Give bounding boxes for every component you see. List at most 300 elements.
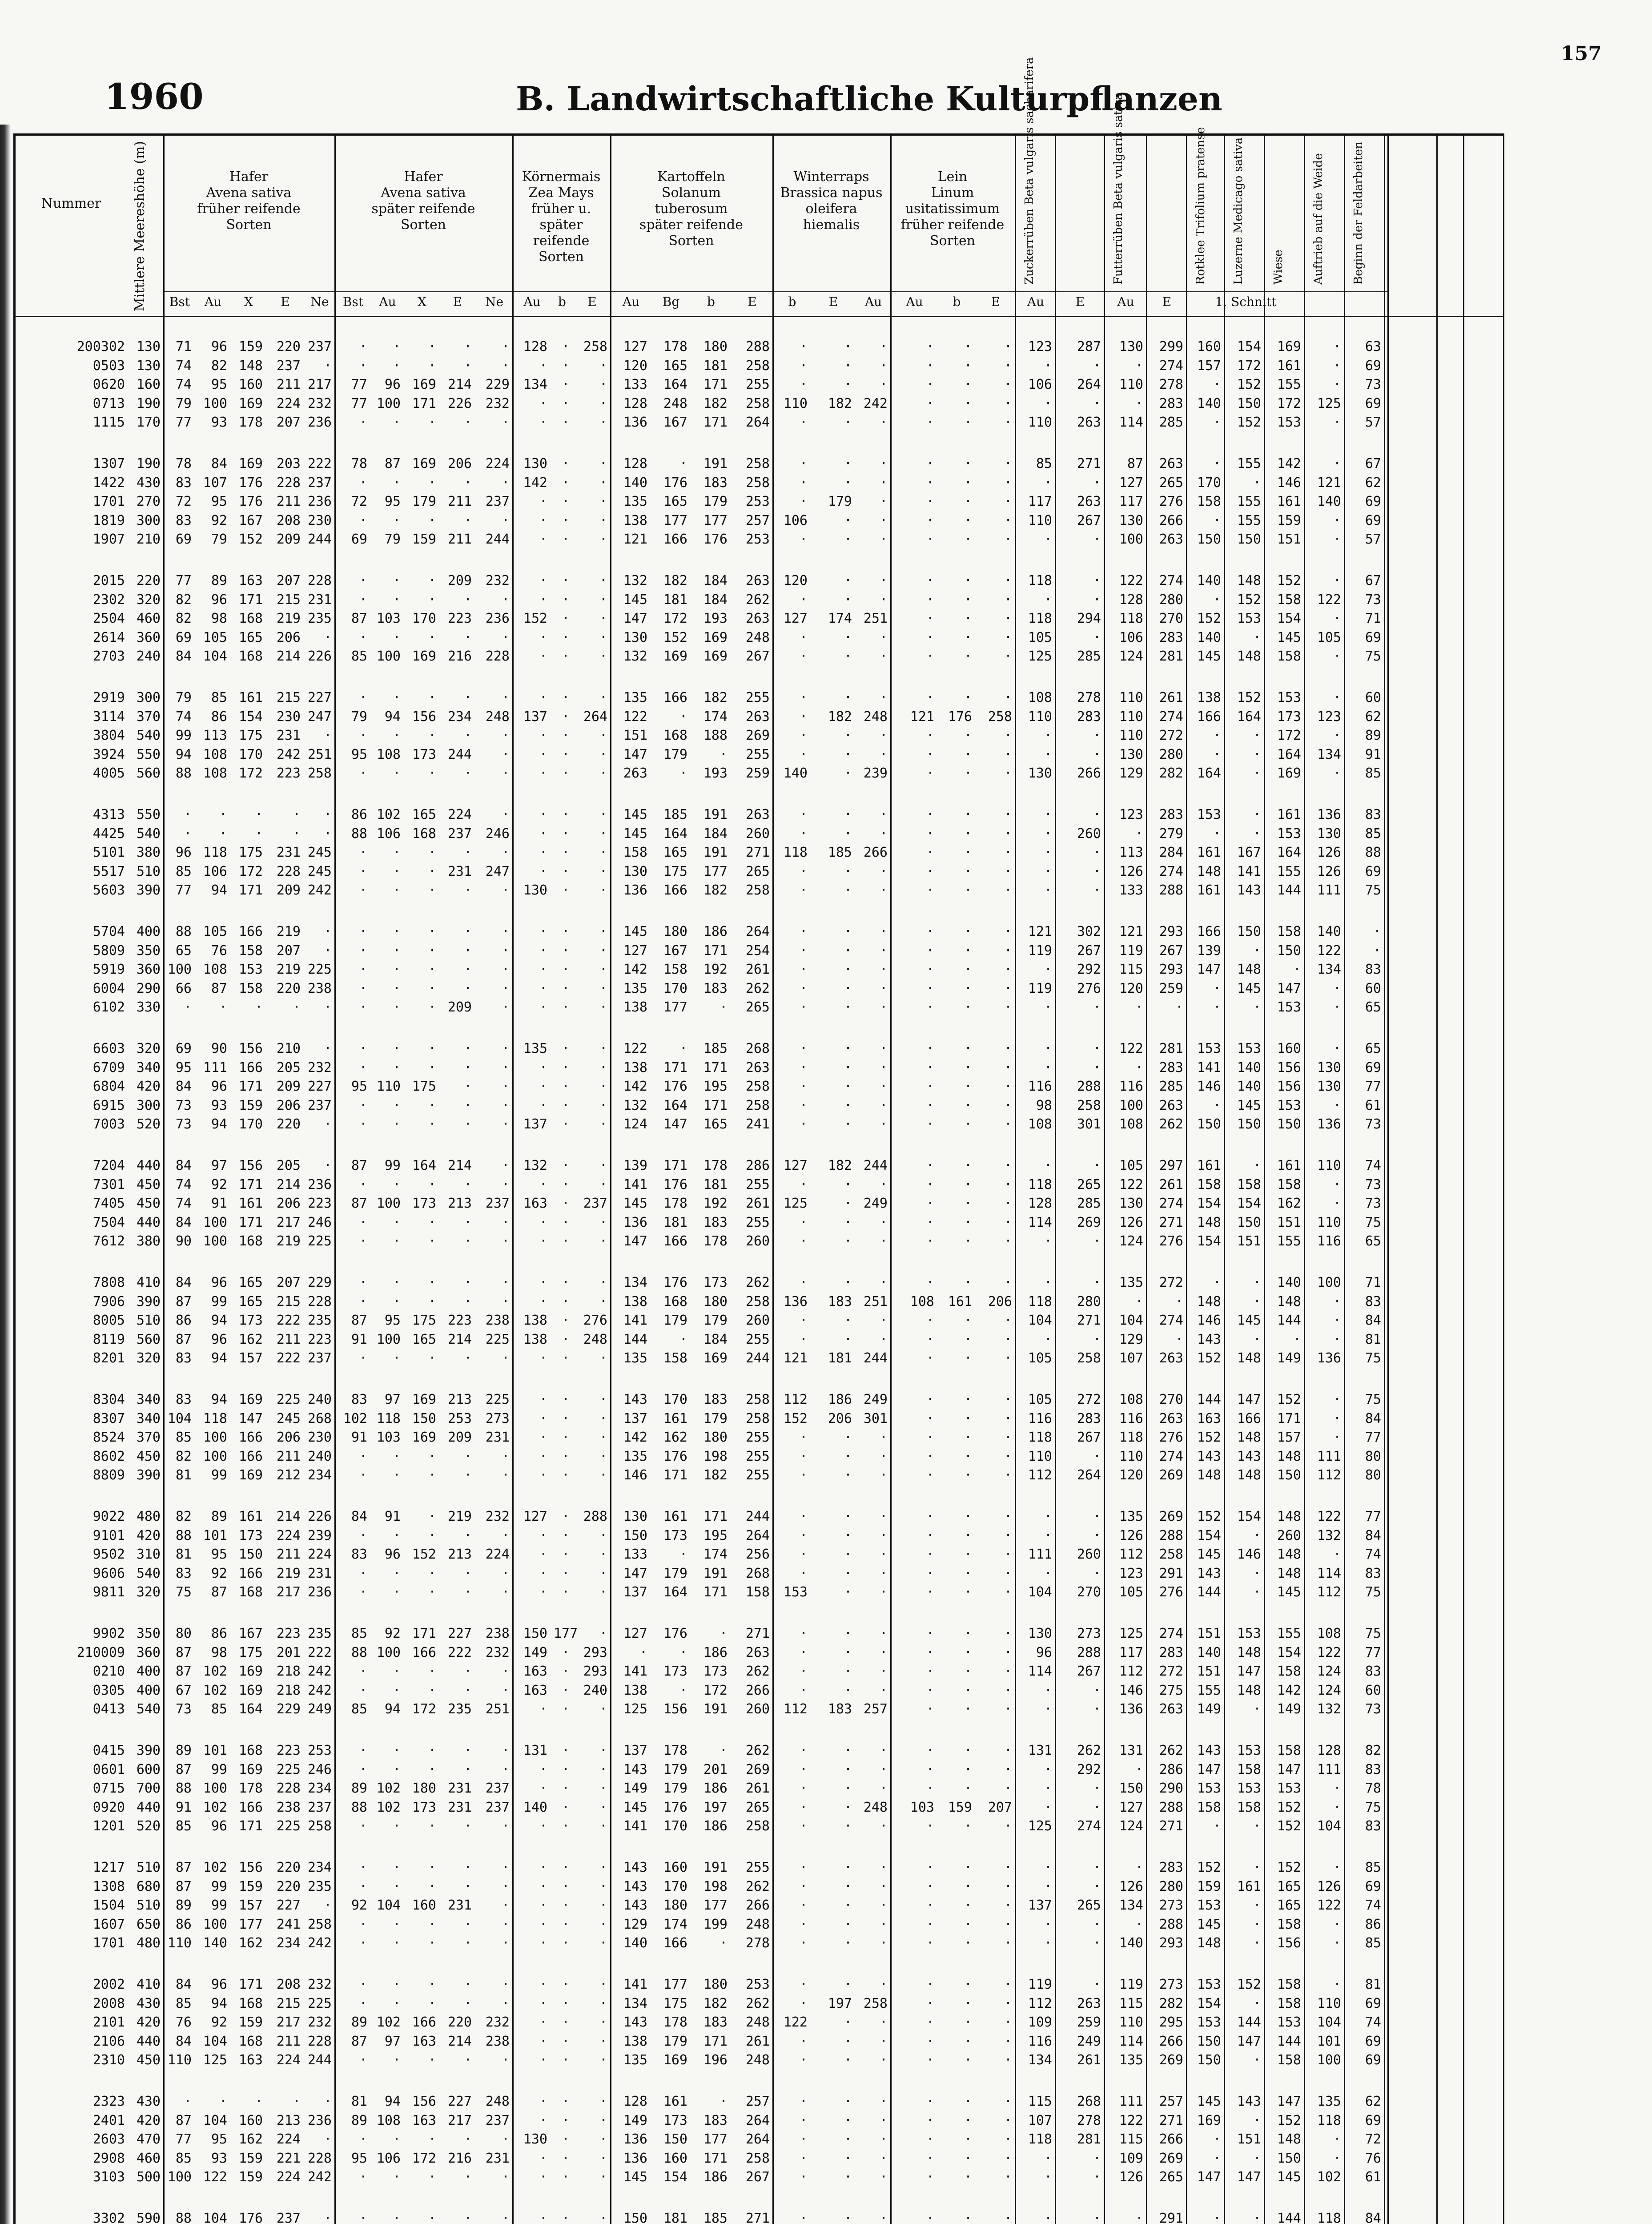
table-cell: · <box>554 982 570 995</box>
station-number: 0920 <box>20 1801 125 1814</box>
table-cell: 115 <box>1107 963 1143 976</box>
table-cell: 258 <box>1058 1099 1101 1112</box>
table-cell: · <box>1190 1820 1221 1833</box>
table-cell: · <box>941 827 972 841</box>
table-cell: · <box>858 1899 888 1912</box>
table-cell: · <box>1018 748 1052 761</box>
table-cell: 144 <box>1267 2212 1301 2224</box>
table-cell: 165 <box>1267 1899 1301 1912</box>
table-cell: 134 <box>614 1997 647 2010</box>
table-cell: · <box>978 533 1012 546</box>
table-cell: · <box>307 1001 332 1014</box>
table-cell: 121 <box>614 533 647 546</box>
table-cell: 95 <box>374 1314 401 1327</box>
table-cell: 108 <box>1107 1118 1143 1131</box>
table-cell: 143 <box>1227 2095 1261 2108</box>
table-cell: 144 <box>1190 1586 1221 1599</box>
elevation-value: 130 <box>127 359 161 373</box>
table-cell: · <box>894 1703 934 1716</box>
table-cell: · <box>978 2133 1012 2146</box>
table-cell: 73 <box>167 1099 192 1112</box>
table-cell: · <box>407 1937 436 1950</box>
table-cell: · <box>233 2095 263 2108</box>
table-cell: 110 <box>1018 1450 1052 1463</box>
table-cell: 82 <box>198 359 227 373</box>
table-cell: 124 <box>614 1118 647 1131</box>
elevation-value: 410 <box>127 1276 161 1289</box>
table-cell: 146 <box>614 1469 647 1482</box>
table-cell: 153 <box>1267 2016 1301 2029</box>
table-cell: 131 <box>516 1744 547 1757</box>
table-cell: · <box>941 963 972 976</box>
table-cell: · <box>776 1627 808 1640</box>
table-cell: 211 <box>269 2035 301 2048</box>
table-cell: 281 <box>1058 2133 1101 2146</box>
table-cell: · <box>407 1880 436 1894</box>
table-cell: 145 <box>614 827 647 841</box>
table-cell: · <box>442 514 472 528</box>
table-cell: · <box>516 1763 547 1777</box>
table-cell: · <box>407 884 436 897</box>
table-cell: · <box>1058 1450 1101 1463</box>
table-cell: 280 <box>1058 1295 1101 1309</box>
table-cell: · <box>1227 476 1261 490</box>
table-cell: 283 <box>1150 808 1183 822</box>
table-cell: 74 <box>167 378 192 391</box>
table-cell: 153 <box>1267 416 1301 429</box>
table-cell: · <box>814 2035 852 2048</box>
elevation-value: 210 <box>127 533 161 546</box>
table-cell: · <box>776 533 808 546</box>
elevation-value: 510 <box>127 865 161 878</box>
table-cell: 100 <box>198 1782 227 1795</box>
table-cell: · <box>941 1567 972 1580</box>
table-cell: · <box>516 2054 547 2067</box>
table-cell: 223 <box>307 1197 332 1210</box>
table-cell: 75 <box>1347 650 1381 663</box>
elevation-value: 430 <box>127 2095 161 2108</box>
table-cell: 130 <box>1307 1080 1341 1093</box>
table-cell: 150 <box>1107 1782 1143 1795</box>
table-cell: 158 <box>1190 1801 1221 1814</box>
table-cell: 169 <box>1190 2114 1221 2127</box>
table-cell: · <box>478 1178 510 1192</box>
table-cell: · <box>894 884 934 897</box>
table-cell: · <box>894 1412 934 1426</box>
table-cell: 171 <box>694 416 728 429</box>
table-cell: 271 <box>734 846 770 859</box>
table-cell: · <box>814 2016 852 2029</box>
station-number: 6709 <box>20 1061 125 1075</box>
table-cell: 236 <box>307 2114 332 2127</box>
table-cell: · <box>814 1861 852 1874</box>
table-cell: 89 <box>198 574 227 588</box>
table-cell: · <box>941 514 972 528</box>
table-cell: 211 <box>269 1450 301 1463</box>
table-cell: 174 <box>694 710 728 724</box>
table-cell: 145 <box>614 593 647 607</box>
table-cell: 169 <box>407 650 436 663</box>
table-cell: 125 <box>1107 1627 1143 1640</box>
table-cell: 136 <box>614 884 647 897</box>
table-cell: 240 <box>576 1684 607 1697</box>
table-cell: 100 <box>1107 1099 1143 1112</box>
table-cell: 285 <box>1058 650 1101 663</box>
table-cell: 237 <box>478 1782 510 1795</box>
table-cell: · <box>978 963 1012 976</box>
table-cell: 170 <box>654 982 687 995</box>
table-cell: 143 <box>614 1393 647 1406</box>
table-cell: · <box>858 1684 888 1697</box>
table-cell: 83 <box>167 1352 192 1365</box>
table-cell: · <box>478 1918 510 1931</box>
table-cell: · <box>407 1763 436 1777</box>
table-cell: 191 <box>694 846 728 859</box>
table-cell: 237 <box>576 1197 607 1210</box>
table-cell: 110 <box>1018 416 1052 429</box>
table-cell: 112 <box>776 1393 808 1406</box>
table-cell: 262 <box>734 593 770 607</box>
table-cell: · <box>858 1118 888 1131</box>
table-cell: 229 <box>307 1276 332 1289</box>
table-cell: 235 <box>307 612 332 625</box>
table-cell: 265 <box>1150 2171 1183 2184</box>
table-cell: · <box>374 476 401 490</box>
table-cell: 116 <box>1307 1235 1341 1248</box>
table-cell: 130 <box>614 631 647 645</box>
table-cell: 185 <box>694 1042 728 1056</box>
table-cell: 135 <box>1107 1510 1143 1523</box>
table-cell: 165 <box>233 631 263 645</box>
table-cell: 266 <box>858 846 888 859</box>
table-cell: 191 <box>694 808 728 822</box>
table-cell: 95 <box>338 748 367 761</box>
table-cell: · <box>1307 1333 1341 1346</box>
table-cell: · <box>478 359 510 373</box>
crop-group-header: Körnermais Zea Mays früher u. später reifende Sorten <box>512 169 610 265</box>
table-cell: 150 <box>1227 1216 1261 1229</box>
table-cell: 175 <box>233 729 263 742</box>
station-number: 2614 <box>20 631 125 645</box>
table-cell: 161 <box>1190 884 1221 897</box>
table-cell: · <box>776 650 808 663</box>
table-cell: 168 <box>233 2035 263 2048</box>
table-cell: 152 <box>1267 1820 1301 1833</box>
table-cell: · <box>1227 944 1261 958</box>
table-cell: 146 <box>1107 1684 1143 1697</box>
table-cell: 62 <box>1347 476 1381 490</box>
table-cell: 143 <box>614 1880 647 1894</box>
station-number: 6603 <box>20 1042 125 1056</box>
table-cell: · <box>941 2152 972 2165</box>
table-cell: 129 <box>1107 1333 1143 1346</box>
table-cell: 86 <box>338 808 367 822</box>
station-number: 5704 <box>20 925 125 939</box>
table-cell: 148 <box>1227 1431 1261 1444</box>
table-cell: 266 <box>734 1899 770 1912</box>
table-cell: · <box>442 1042 472 1056</box>
table-cell: 181 <box>694 359 728 373</box>
table-cell: 245 <box>307 846 332 859</box>
table-cell: 87 <box>1107 457 1143 471</box>
table-cell: 73 <box>167 1703 192 1716</box>
table-cell: · <box>978 1978 1012 1991</box>
table-cell: · <box>894 1099 934 1112</box>
station-number: 2908 <box>20 2152 125 2165</box>
table-cell: 183 <box>694 2016 728 2029</box>
table-cell: · <box>554 612 570 625</box>
table-cell: 246 <box>478 827 510 841</box>
table-cell: · <box>269 2095 301 2108</box>
table-cell: · <box>307 827 332 841</box>
table-cell: 261 <box>1150 691 1183 705</box>
table-cell: 89 <box>1347 729 1381 742</box>
table-cell: 152 <box>1267 574 1301 588</box>
table-cell: · <box>554 1197 570 1210</box>
table-cell: · <box>516 767 547 780</box>
table-cell: · <box>576 2016 607 2029</box>
table-cell: · <box>554 1684 570 1697</box>
table-cell: 248 <box>858 1801 888 1814</box>
table-cell: · <box>554 1235 570 1248</box>
elevation-value: 320 <box>127 1586 161 1599</box>
table-cell: 83 <box>338 1548 367 1561</box>
table-cell: 258 <box>734 1099 770 1112</box>
table-cell: · <box>978 2054 1012 2067</box>
table-cell: · <box>858 1276 888 1289</box>
table-cell: 248 <box>858 710 888 724</box>
table-cell: 77 <box>1347 1510 1381 1523</box>
table-cell: · <box>776 2152 808 2165</box>
table-cell: · <box>516 1820 547 1833</box>
table-cell: 183 <box>694 1393 728 1406</box>
table-cell: · <box>814 884 852 897</box>
table-cell: 231 <box>478 2152 510 2165</box>
table-cell: 108 <box>374 748 401 761</box>
table-cell: · <box>1190 1099 1221 1112</box>
table-cell: · <box>1107 1295 1143 1309</box>
table-cell: 188 <box>694 729 728 742</box>
table-cell: 84 <box>167 1159 192 1172</box>
table-cell: · <box>516 808 547 822</box>
table-cell: · <box>554 2171 570 2184</box>
table-cell: 242 <box>307 1684 332 1697</box>
table-cell: · <box>516 982 547 995</box>
table-cell: · <box>1307 2152 1341 2165</box>
station-number: 0713 <box>20 397 125 411</box>
table-cell: 176 <box>654 1627 687 1640</box>
table-cell: · <box>941 416 972 429</box>
table-cell: · <box>478 1861 510 1874</box>
table-cell: 140 <box>1190 1646 1221 1660</box>
table-cell: 89 <box>338 2016 367 2029</box>
table-cell: 288 <box>1150 1529 1183 1543</box>
table-cell: 253 <box>442 1412 472 1426</box>
phase-subheader: Bst <box>335 294 371 309</box>
table-cell: 150 <box>407 1412 436 1426</box>
table-cell: 158 <box>1267 2054 1301 2067</box>
table-cell: · <box>407 476 436 490</box>
table-cell: · <box>554 514 570 528</box>
table-cell: · <box>576 1412 607 1426</box>
table-cell: 269 <box>1058 1216 1101 1229</box>
table-cell: · <box>407 982 436 995</box>
table-cell: · <box>814 827 852 841</box>
table-cell: 169 <box>407 1431 436 1444</box>
table-cell: 95 <box>167 1061 192 1075</box>
table-cell: 85 <box>1018 457 1052 471</box>
table-cell: 171 <box>233 1978 263 1991</box>
table-cell: 171 <box>233 1080 263 1093</box>
table-cell: · <box>894 1216 934 1229</box>
table-cell: 118 <box>776 846 808 859</box>
table-cell: · <box>776 1529 808 1543</box>
table-cell: 262 <box>734 1276 770 1289</box>
table-cell: · <box>1018 397 1052 411</box>
table-cell: 237 <box>269 359 301 373</box>
table-cell: 110 <box>374 1080 401 1093</box>
table-cell: · <box>576 1782 607 1795</box>
table-cell: 269 <box>1150 1510 1183 1523</box>
table-cell: 88 <box>338 1801 367 1814</box>
table-cell: 220 <box>269 982 301 995</box>
table-cell: 175 <box>654 865 687 878</box>
table-cell: 163 <box>233 574 263 588</box>
table-cell: 278 <box>1058 691 1101 705</box>
table-cell: 253 <box>734 1978 770 1991</box>
table-cell: 105 <box>198 925 227 939</box>
table-cell: 165 <box>654 846 687 859</box>
table-cell: · <box>1190 593 1221 607</box>
table-cell: 248 <box>734 1918 770 1931</box>
table-cell: · <box>894 1001 934 1014</box>
table-cell: 142 <box>1267 1684 1301 1697</box>
table-cell: 159 <box>233 1099 263 1112</box>
table-cell: 165 <box>233 1276 263 1289</box>
table-cell: · <box>941 1861 972 1874</box>
table-cell: 171 <box>694 1099 728 1112</box>
elevation-value: 400 <box>127 925 161 939</box>
table-cell: · <box>1227 1586 1261 1599</box>
table-cell: 110 <box>1018 514 1052 528</box>
table-cell: 108 <box>198 963 227 976</box>
table-cell: 262 <box>1150 1744 1183 1757</box>
table-cell: 135 <box>614 982 647 995</box>
table-cell: 263 <box>614 767 647 780</box>
table-cell: · <box>978 865 1012 878</box>
table-cell: 166 <box>1190 710 1221 724</box>
table-cell: 110 <box>1018 710 1052 724</box>
table-cell: 205 <box>269 1159 301 1172</box>
station-number: 3114 <box>20 710 125 724</box>
table-cell: 132 <box>614 574 647 588</box>
table-cell: · <box>814 2212 852 2224</box>
table-cell: 148 <box>1227 1684 1261 1697</box>
table-cell: 263 <box>1058 416 1101 429</box>
table-cell: · <box>338 1295 367 1309</box>
table-cell: · <box>516 574 547 588</box>
table-cell: 95 <box>198 1548 227 1561</box>
table-cell: 153 <box>1190 1042 1221 1056</box>
table-cell: · <box>814 2171 852 2184</box>
column-rule-extra <box>1503 133 1504 2224</box>
table-cell: · <box>1190 1276 1221 1289</box>
table-cell: · <box>554 1159 570 1172</box>
table-cell: · <box>407 1099 436 1112</box>
table-cell: · <box>198 1001 227 1014</box>
table-cell: 72 <box>338 495 367 508</box>
table-cell: 179 <box>814 495 852 508</box>
table-cell: · <box>858 808 888 822</box>
table-cell: · <box>576 2095 607 2108</box>
table-cell: · <box>894 574 934 588</box>
table-cell: · <box>776 1801 808 1814</box>
table-cell: 181 <box>654 593 687 607</box>
table-cell: 258 <box>734 1080 770 1093</box>
table-cell: 83 <box>167 476 192 490</box>
table-cell: · <box>576 476 607 490</box>
table-cell: 249 <box>858 1197 888 1210</box>
table-cell: · <box>576 2133 607 2146</box>
table-cell: 139 <box>1190 944 1221 958</box>
table-cell: · <box>894 1997 934 2010</box>
table-cell: · <box>576 1450 607 1463</box>
table-cell: 130 <box>1107 748 1143 761</box>
table-cell: 158 <box>734 1586 770 1599</box>
table-cell: · <box>894 533 934 546</box>
table-cell: 161 <box>233 1197 263 1210</box>
table-cell: 179 <box>654 1314 687 1327</box>
table-cell: 153 <box>1190 2016 1221 2029</box>
table-cell: · <box>478 1216 510 1229</box>
table-cell: · <box>442 2133 472 2146</box>
table-cell: 161 <box>1190 1159 1221 1172</box>
table-cell: 88 <box>167 2212 192 2224</box>
table-cell: · <box>978 1665 1012 1678</box>
table-cell: 172 <box>407 1703 436 1716</box>
station-number: 6915 <box>20 1099 125 1112</box>
table-cell: 124 <box>1307 1665 1341 1678</box>
table-cell: 156 <box>1267 1937 1301 1950</box>
table-cell: 142 <box>614 1080 647 1093</box>
table-cell: · <box>374 865 401 878</box>
table-cell: 161 <box>1267 495 1301 508</box>
table-cell: · <box>554 574 570 588</box>
table-cell: · <box>516 1352 547 1365</box>
table-cell: 83 <box>1347 1665 1381 1678</box>
table-cell: 85 <box>198 1703 227 1716</box>
table-cell: · <box>941 2171 972 2184</box>
table-cell: · <box>1018 2171 1052 2184</box>
table-cell: · <box>776 2035 808 2048</box>
table-cell: 138 <box>614 1684 647 1697</box>
table-cell: 223 <box>269 1627 301 1640</box>
table-cell: 138 <box>1190 691 1221 705</box>
table-cell: · <box>814 1235 852 1248</box>
station-number: 0415 <box>20 1744 125 1757</box>
table-cell: · <box>814 1665 852 1678</box>
table-cell: 99 <box>374 1159 401 1172</box>
table-cell: · <box>1307 1412 1341 1426</box>
table-cell: 179 <box>654 1567 687 1580</box>
table-cell: 115 <box>1018 2095 1052 2108</box>
table-cell: 77 <box>338 378 367 391</box>
table-cell: · <box>814 865 852 878</box>
table-cell: 100 <box>1307 2054 1341 2067</box>
table-cell: 154 <box>1190 1197 1221 1210</box>
column-rule <box>1104 133 1105 2224</box>
table-cell: · <box>516 1703 547 1716</box>
